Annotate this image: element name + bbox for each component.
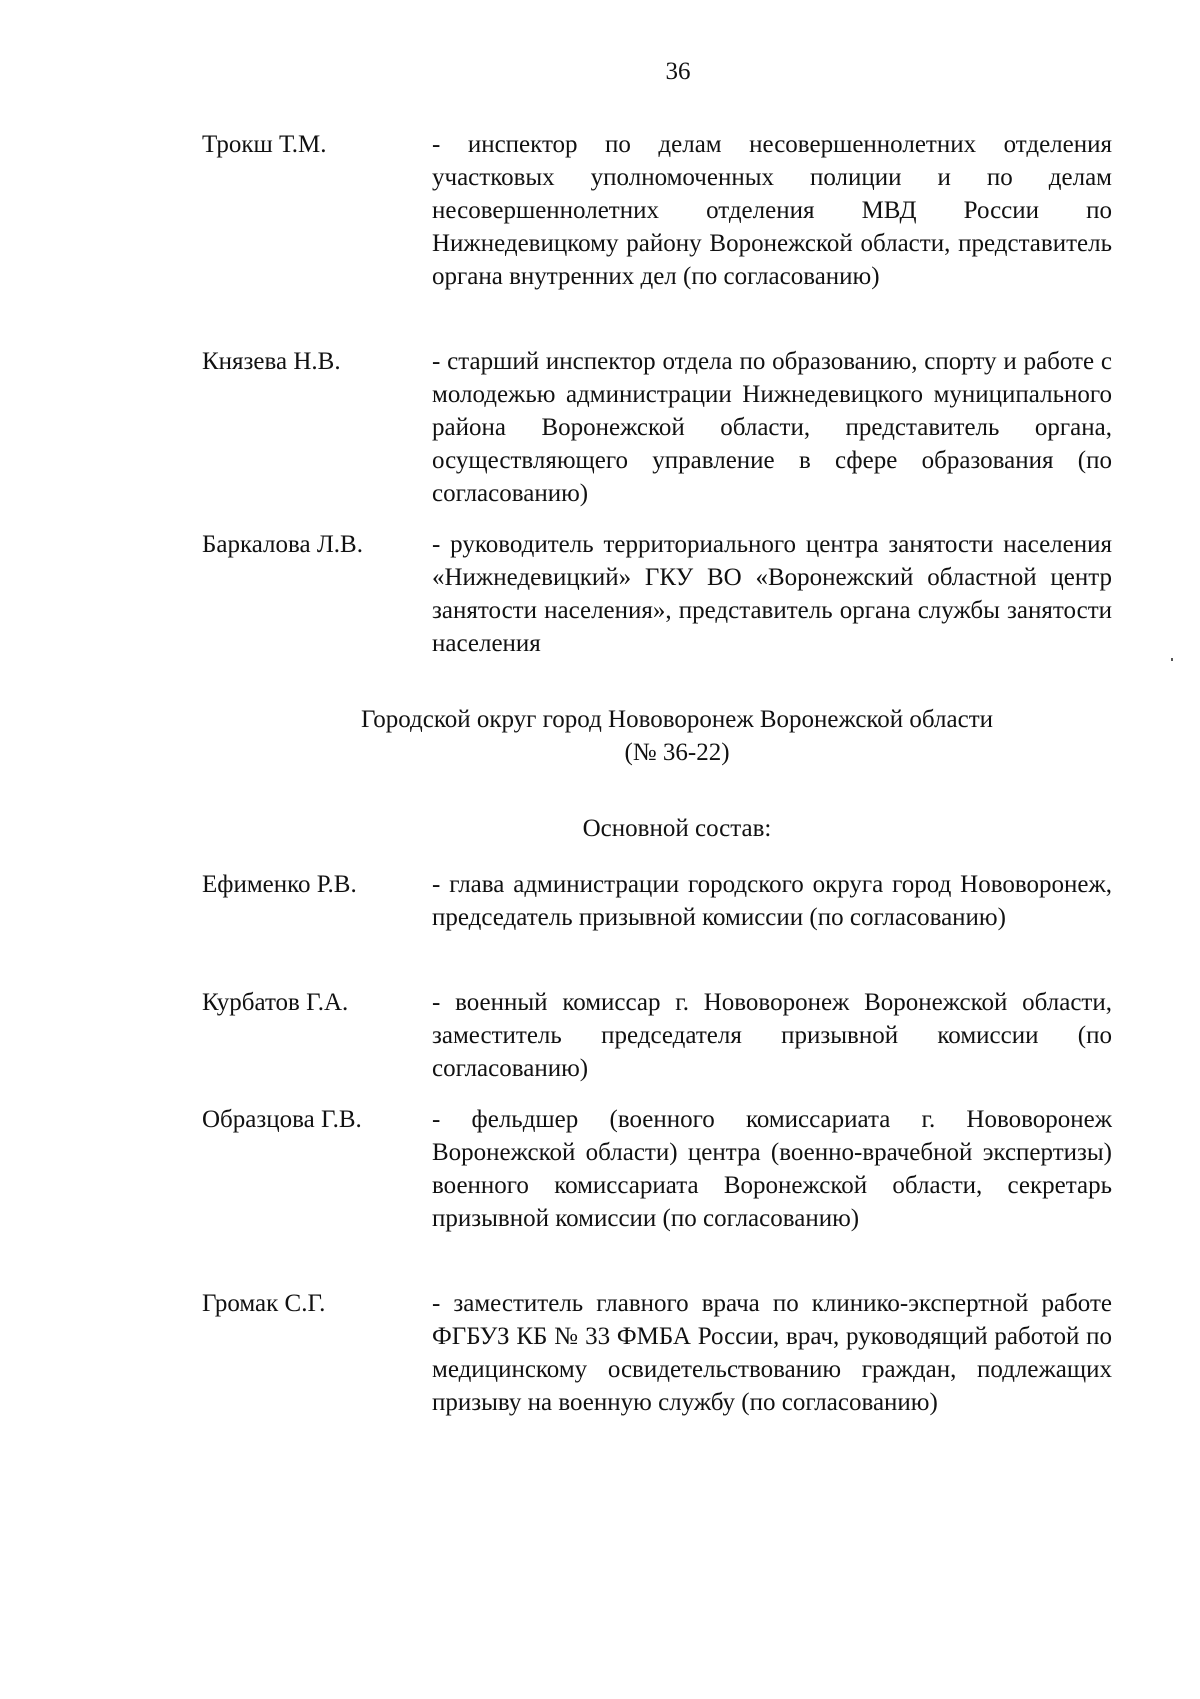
member-role: - старший инспектор отдела по образованию, спорту и работе с молодежью администрации Нижнедевицкого муниципального района Воронежской области, представитель органа, осуществляющего управление в сфере образования (по согласованию): [432, 348, 1112, 507]
member-role: - инспектор по делам несовершеннолетних отделения участковых уполномоченных полиции и по делам несовершеннолетних отделения МВД России по Нижнедевицкому району Воронежской области, представитель органа внутренних дел (по согласованию): [432, 131, 1112, 290]
district-title: Городской округ город Нововоронеж Воронежской области: [360, 706, 994, 733]
member-role: - военный комиссар г. Нововоронеж Воронежской области, заместитель председателя призывной комиссии (по согласованию): [432, 989, 1112, 1082]
member-role: - глава администрации городского округа город Нововоронеж, председатель призывной комиссии (по согласованию): [432, 871, 1112, 931]
member-role: - заместитель главного врача по клинико-экспертной работе ФГБУЗ КБ № 33 ФМБА России, врач, руководящий работой по медицинскому освидетельствованию граждан, подлежащих призыву на военную службу (по согласованию): [432, 1290, 1112, 1416]
member-name: Ефименко Р.В.: [202, 871, 357, 898]
member-name: Образцова Г.В.: [202, 1106, 362, 1133]
member-name: Трокш Т.М.: [202, 131, 327, 158]
member-name: Громак С.Г.: [202, 1290, 326, 1317]
composition-heading: Основной состав:: [582, 815, 772, 842]
page-number: 36: [665, 58, 691, 85]
district-code: (№ 36-22): [624, 739, 730, 766]
member-name: Курбатов Г.А.: [202, 989, 349, 1016]
member-role: - руководитель территориального центра занятости населения «Нижнедевицкий» ГКУ ВО «Воронежский областной центр занятости населения», представитель органа службы занятости населения: [432, 531, 1112, 657]
member-role: - фельдшер (военного комиссариата г. Нововоронеж Воронежской области) центра (военно-врачебной экспертизы) военного комиссариата Воронежской области, секретарь призывной комиссии (по согласованию): [432, 1106, 1112, 1232]
member-name: Баркалова Л.В.: [202, 531, 363, 558]
scan-speck: [1171, 658, 1173, 661]
member-name: Князева Н.В.: [202, 348, 341, 375]
district-heading: [202, 703, 1152, 769]
